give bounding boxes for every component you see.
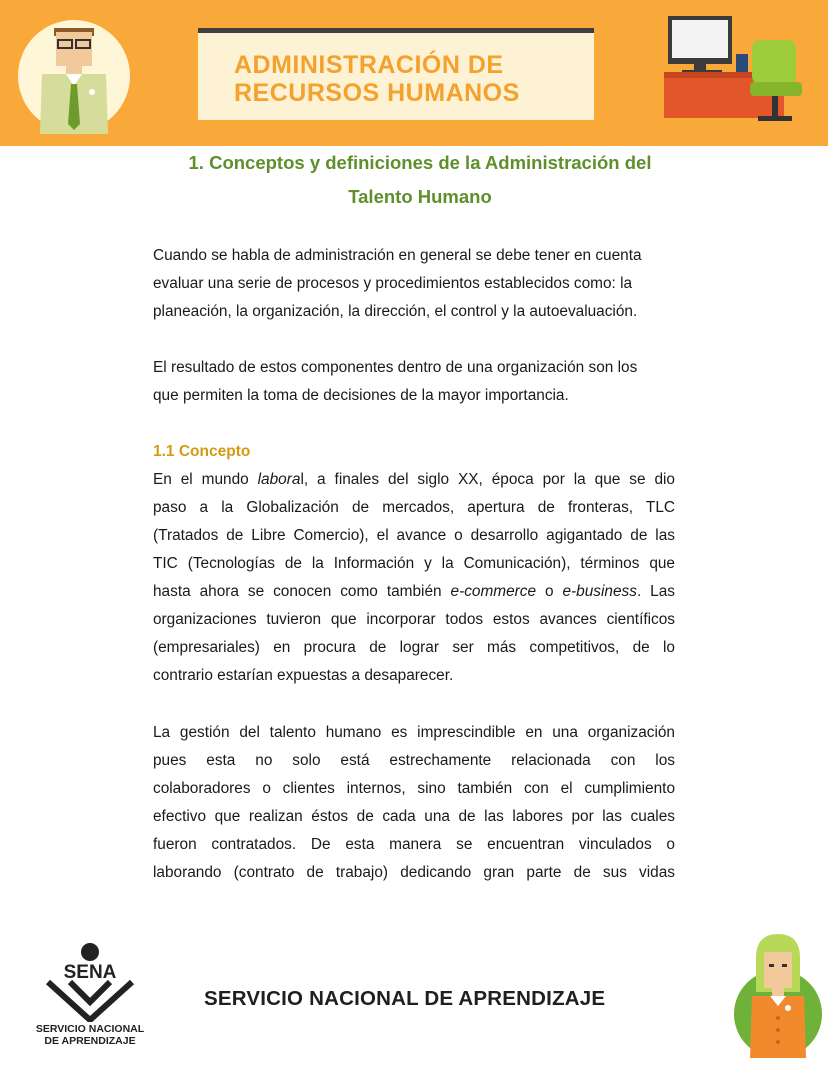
woman-avatar-icon xyxy=(730,930,824,1065)
subsection-title: 1.1 Concepto xyxy=(153,443,251,460)
title-line-1: ADMINISTRACIÓN DE xyxy=(234,51,504,79)
text-line: planeación, la organización, la dirección, el control y la autoevaluación. xyxy=(153,303,638,320)
text-line: El resultado de estos componentes dentro de una organización son los xyxy=(153,359,638,376)
text-line: fueron contratados. De esta manera se encuentran vinculados o xyxy=(153,836,675,853)
man-avatar-icon xyxy=(8,8,130,138)
text-line: La gestión del talento humano es imprescindible en una organización xyxy=(153,724,675,741)
office-desk-icon xyxy=(660,10,820,138)
footer-title: SERVICIO NACIONAL DE APRENDIZAJE xyxy=(204,987,606,1010)
text-line: efectivo que realizan éstos de cada una de las labores por las cuales xyxy=(153,808,675,825)
paragraph-2 xyxy=(153,354,675,410)
text-line: colaboradores o clientes internos, sino también con el cumplimiento xyxy=(153,780,675,797)
section-heading-line-2: Talento Humano xyxy=(348,186,492,207)
paragraph-3 xyxy=(153,466,675,690)
text-line: Cuando se habla de administración en general se debe tener en cuenta xyxy=(153,247,642,264)
text-line: (empresariales) en procura de lograr ser más competitivos, de lo xyxy=(153,639,675,656)
text-line: (Tratados de Libre Comercio), el avance o desarrollo agigantado de las xyxy=(153,527,675,544)
text-line: hasta ahora se conocen como también e-commerce o e-business. Las xyxy=(153,583,675,600)
text-line: TIC (Tecnologías de la Información y la Comunicación), términos que xyxy=(153,555,675,572)
text-line: que permiten la toma de decisiones de la mayor importancia. xyxy=(153,387,569,404)
sena-logo-line-1: SERVICIO NACIONAL xyxy=(35,1023,145,1035)
text-line: contrario estarían expuestas a desaparecer. xyxy=(153,667,454,684)
text-line: evaluar una serie de procesos y procedimientos establecidos como: la xyxy=(153,275,633,292)
title-box xyxy=(198,28,594,120)
paragraph-4 xyxy=(153,719,675,887)
section-heading-line-1: 1. Conceptos y definiciones de la Administración del xyxy=(188,152,652,173)
sena-logo xyxy=(30,940,150,1050)
sena-logo-line-2: DE APRENDIZAJE xyxy=(44,1035,136,1047)
header-banner xyxy=(0,0,828,146)
text-line: laborando (contrato de trabajo) dedicando gran parte de sus vidas xyxy=(153,864,675,881)
paragraph-1 xyxy=(153,242,675,326)
sena-logo-word: SENA xyxy=(63,962,117,983)
title-line-2: RECURSOS HUMANOS xyxy=(234,79,520,107)
text-line: organizaciones tuvieron que incorporar todos estos avances científicos xyxy=(153,611,675,628)
text-line: paso a la Globalización de mercados, apertura de fronteras, TLC xyxy=(153,499,675,516)
sena-logo-icon xyxy=(30,940,150,1022)
text-line: En el mundo laboral, a finales del siglo XX, época por la que se dio xyxy=(153,471,675,488)
text-line: pues esta no solo está estrechamente relacionada con los xyxy=(153,752,675,769)
